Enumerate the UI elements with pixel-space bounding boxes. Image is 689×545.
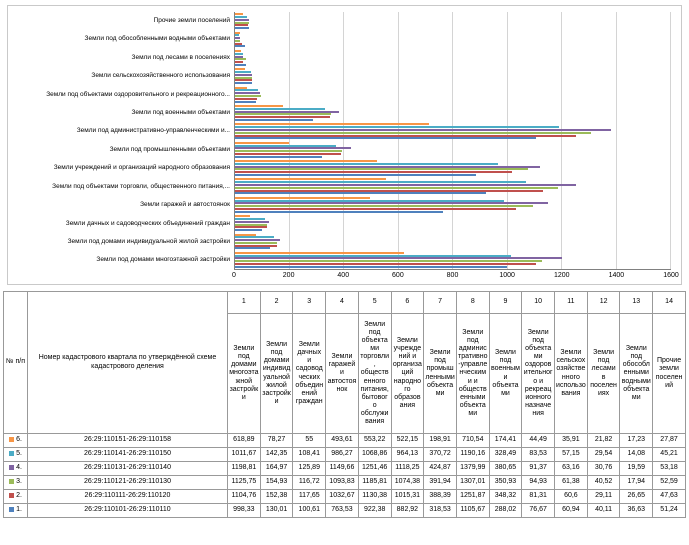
x-tick-label: 600 bbox=[392, 272, 404, 279]
bar-series-2 bbox=[235, 135, 576, 137]
bar-series-4 bbox=[235, 221, 269, 223]
value-cell: 14,08 bbox=[620, 448, 653, 462]
row-number: 1. bbox=[16, 506, 22, 514]
bar-series-5 bbox=[235, 53, 243, 55]
bar-series-6 bbox=[235, 160, 377, 162]
value-cell: 35,91 bbox=[555, 434, 588, 448]
quarter-range-cell: 26:29:110141-26:29:110150 bbox=[28, 448, 228, 462]
bar-series-2 bbox=[235, 208, 516, 210]
value-cell: 60,94 bbox=[555, 504, 588, 518]
column-description-header: Земли под лесами в поселениях bbox=[587, 314, 620, 434]
value-cell: 53,18 bbox=[653, 462, 686, 476]
value-cell: 154,93 bbox=[260, 476, 293, 490]
column-number-header: 9 bbox=[489, 292, 522, 314]
bar-series-6 bbox=[235, 50, 241, 52]
bar-series-3 bbox=[235, 95, 261, 97]
bar-series-2 bbox=[235, 153, 341, 155]
value-cell: 1068,86 bbox=[358, 448, 391, 462]
bar-cluster bbox=[235, 159, 671, 177]
value-cell: 348,32 bbox=[489, 490, 522, 504]
quarter-range-cell: 26:29:110101-26:29:110110 bbox=[28, 504, 228, 518]
bar-series-3 bbox=[235, 150, 342, 152]
bar-series-4 bbox=[235, 147, 351, 149]
value-cell: 1105,67 bbox=[456, 504, 489, 518]
bar-series-1 bbox=[235, 192, 486, 194]
bar-series-4 bbox=[235, 239, 280, 241]
x-axis bbox=[232, 270, 679, 282]
value-cell: 986,27 bbox=[326, 448, 359, 462]
x-tick-label: 200 bbox=[282, 272, 295, 279]
category-label: Земли под административно-управленческими и... bbox=[76, 127, 230, 135]
value-cell: 318,53 bbox=[424, 504, 457, 518]
bar-series-6 bbox=[235, 123, 429, 125]
value-cell: 117,65 bbox=[293, 490, 326, 504]
value-cell: 380,65 bbox=[489, 462, 522, 476]
row-number: 5. bbox=[16, 450, 22, 458]
quarter-range-cell: 26:29:110121-26:29:110130 bbox=[28, 476, 228, 490]
row-number: 3. bbox=[16, 478, 22, 486]
column-description-header: Земли гаражей и автостоянок bbox=[326, 314, 359, 434]
row-number: 6. bbox=[16, 436, 22, 444]
x-tick-label: 1000 bbox=[499, 272, 515, 279]
bar-series-6 bbox=[235, 215, 250, 217]
value-cell: 1130,38 bbox=[358, 490, 391, 504]
x-tick-label: 1400 bbox=[608, 272, 625, 279]
bar-cluster bbox=[235, 141, 671, 159]
value-cell: 47,63 bbox=[653, 490, 686, 504]
bar-series-6 bbox=[235, 197, 370, 199]
bar-series-6 bbox=[235, 252, 404, 254]
bar-series-2 bbox=[235, 171, 512, 173]
bar-series-3 bbox=[235, 132, 591, 134]
bar-series-1 bbox=[235, 229, 262, 231]
bar-series-1 bbox=[235, 174, 476, 176]
row-label-cell bbox=[4, 490, 28, 504]
value-cell: 29,11 bbox=[587, 490, 620, 504]
x-tick-label: 800 bbox=[446, 272, 459, 279]
bar-series-5 bbox=[235, 126, 559, 128]
bar-series-2 bbox=[235, 43, 242, 45]
bar-series-4 bbox=[235, 257, 562, 259]
x-tick-label: 1200 bbox=[553, 272, 570, 279]
chart-main bbox=[10, 12, 671, 270]
value-cell: 763,53 bbox=[326, 504, 359, 518]
value-cell: 94,93 bbox=[522, 476, 555, 490]
value-cell: 391,94 bbox=[424, 476, 457, 490]
column-number-header: 6 bbox=[391, 292, 424, 314]
bar-cluster bbox=[235, 214, 671, 232]
value-cell: 922,38 bbox=[358, 504, 391, 518]
bar-series-2 bbox=[235, 263, 536, 265]
column-number-header: 8 bbox=[456, 292, 489, 314]
category-label: Земли под объектами торговли, общественного питания,... bbox=[52, 182, 230, 190]
column-description-header: Земли сельскохозяйственного использования bbox=[555, 314, 588, 434]
land-use-table bbox=[3, 291, 686, 518]
bar-series-2 bbox=[235, 226, 267, 228]
value-cell: 964,13 bbox=[391, 448, 424, 462]
bar-series-3 bbox=[235, 58, 246, 60]
bar-series-4 bbox=[235, 37, 240, 39]
value-cell: 998,33 bbox=[228, 504, 261, 518]
column-number-header: 3 bbox=[293, 292, 326, 314]
bar-series-4 bbox=[235, 111, 339, 113]
row-number: 2. bbox=[16, 492, 22, 500]
bar-series-1 bbox=[235, 27, 249, 29]
value-cell: 1251,46 bbox=[358, 462, 391, 476]
table-header bbox=[4, 292, 686, 434]
column-description-header: Земли под административно-управленческими и общественными объектами bbox=[456, 314, 489, 434]
land-use-bar-chart bbox=[7, 5, 682, 285]
value-cell: 78,27 bbox=[260, 434, 293, 448]
row-label-cell bbox=[4, 462, 28, 476]
bar-series-5 bbox=[235, 200, 504, 202]
row-label-cell bbox=[4, 448, 28, 462]
value-cell: 60,6 bbox=[555, 490, 588, 504]
value-cell: 1198,81 bbox=[228, 462, 261, 476]
value-cell: 125,89 bbox=[293, 462, 326, 476]
bar-series-4 bbox=[235, 56, 243, 58]
value-cell: 1118,25 bbox=[391, 462, 424, 476]
bar-series-6 bbox=[235, 13, 243, 15]
value-cell: 55 bbox=[293, 434, 326, 448]
bar-cluster bbox=[235, 49, 671, 67]
bar-series-5 bbox=[235, 89, 258, 91]
bar-series-5 bbox=[235, 34, 239, 36]
value-cell: 100,61 bbox=[293, 504, 326, 518]
value-cell: 108,41 bbox=[293, 448, 326, 462]
bar-series-3 bbox=[235, 40, 240, 42]
bar-series-5 bbox=[235, 145, 336, 147]
bar-series-3 bbox=[235, 205, 533, 207]
column-description-header: Земли под домами индивидуальной жилой застройки bbox=[260, 314, 293, 434]
category-label: Земли под промышленными объектами bbox=[109, 145, 230, 153]
value-cell: 1104,76 bbox=[228, 490, 261, 504]
series-legend-marker bbox=[9, 465, 14, 470]
row-label-cell bbox=[4, 504, 28, 518]
table-body bbox=[4, 434, 686, 518]
quarter-range-cell: 26:29:110131-26:29:110140 bbox=[28, 462, 228, 476]
value-cell: 83,53 bbox=[522, 448, 555, 462]
bar-series-4 bbox=[235, 129, 611, 131]
bar-cluster bbox=[235, 196, 671, 214]
x-tick-label: 0 bbox=[232, 272, 236, 279]
category-label: Земли под лесами в поселениях bbox=[131, 53, 230, 61]
bar-series-2 bbox=[235, 245, 277, 247]
bar-series-5 bbox=[235, 16, 247, 18]
value-cell: 1251,87 bbox=[456, 490, 489, 504]
bar-series-4 bbox=[235, 202, 548, 204]
value-cell: 36,63 bbox=[620, 504, 653, 518]
value-cell: 17,94 bbox=[620, 476, 653, 490]
bar-series-3 bbox=[235, 77, 252, 79]
value-cell: 1379,99 bbox=[456, 462, 489, 476]
value-cell: 553,22 bbox=[358, 434, 391, 448]
value-cell: 522,15 bbox=[391, 434, 424, 448]
bar-series-3 bbox=[235, 224, 267, 226]
bar-series-6 bbox=[235, 142, 289, 144]
value-cell: 1011,67 bbox=[228, 448, 261, 462]
value-cell: 424,87 bbox=[424, 462, 457, 476]
value-cell: 1190,16 bbox=[456, 448, 489, 462]
value-cell: 76,67 bbox=[522, 504, 555, 518]
bar-series-1 bbox=[235, 45, 245, 47]
table-row bbox=[4, 504, 686, 518]
value-cell: 21,82 bbox=[587, 434, 620, 448]
value-cell: 882,92 bbox=[391, 504, 424, 518]
category-label: Прочие земли поселений bbox=[153, 16, 230, 24]
category-label: Земли под военными объектами bbox=[131, 109, 230, 117]
category-label: Земли дачных и садоводческих объединений граждан bbox=[65, 219, 230, 227]
bar-series-2 bbox=[235, 79, 252, 81]
quarter-range-cell: 26:29:110151-26:29:110158 bbox=[28, 434, 228, 448]
value-cell: 1149,66 bbox=[326, 462, 359, 476]
series-legend-marker bbox=[9, 479, 14, 484]
value-cell: 30,76 bbox=[587, 462, 620, 476]
series-legend-marker bbox=[9, 493, 14, 498]
column-description-header: Земли учреждений и организаций народного образования bbox=[391, 314, 424, 434]
bar-series-2 bbox=[235, 190, 543, 192]
value-cell: 1125,75 bbox=[228, 476, 261, 490]
bar-cluster bbox=[235, 30, 671, 48]
bar-cluster bbox=[235, 177, 671, 195]
bar-series-6 bbox=[235, 105, 283, 107]
bar-series-5 bbox=[235, 181, 526, 183]
bar-cluster bbox=[235, 12, 671, 30]
bar-cluster bbox=[235, 232, 671, 250]
value-cell: 81,31 bbox=[522, 490, 555, 504]
value-cell: 1074,38 bbox=[391, 476, 424, 490]
value-cell: 40,52 bbox=[587, 476, 620, 490]
value-cell: 29,54 bbox=[587, 448, 620, 462]
bar-series-5 bbox=[235, 255, 511, 257]
value-cell: 370,72 bbox=[424, 448, 457, 462]
bar-series-4 bbox=[235, 166, 540, 168]
column-description-header: Земли под домами многоэтажной застройки bbox=[228, 314, 261, 434]
value-cell: 328,49 bbox=[489, 448, 522, 462]
column-number-header: 12 bbox=[587, 292, 620, 314]
value-cell: 44,49 bbox=[522, 434, 555, 448]
series-legend-marker bbox=[9, 507, 14, 512]
category-label: Земли под домами многоэтажной застройки bbox=[96, 256, 230, 264]
bar-series-1 bbox=[235, 82, 252, 84]
bar-series-6 bbox=[235, 234, 256, 236]
value-cell: 51,24 bbox=[653, 504, 686, 518]
bar-cluster bbox=[235, 85, 671, 103]
bar-series-3 bbox=[235, 22, 249, 24]
row-number: 4. bbox=[16, 464, 22, 472]
row-label-cell bbox=[4, 434, 28, 448]
x-tick-label: 1600 bbox=[663, 272, 679, 279]
bar-series-1 bbox=[235, 101, 256, 103]
table-row bbox=[4, 434, 686, 448]
bar-series-4 bbox=[235, 74, 252, 76]
bar-series-6 bbox=[235, 32, 240, 34]
bar-series-1 bbox=[235, 266, 507, 268]
value-cell: 1093,83 bbox=[326, 476, 359, 490]
column-description-header: Земли под обособленными водными объектами bbox=[620, 314, 653, 434]
value-cell: 116,72 bbox=[293, 476, 326, 490]
bar-series-1 bbox=[235, 156, 322, 158]
value-cell: 57,15 bbox=[555, 448, 588, 462]
bar-series-5 bbox=[235, 218, 265, 220]
bar-series-1 bbox=[235, 247, 270, 249]
value-cell: 618,89 bbox=[228, 434, 261, 448]
column-number-header: 1 bbox=[228, 292, 261, 314]
column-number-header: 5 bbox=[358, 292, 391, 314]
category-label: Земли сельскохозяйственного использования bbox=[91, 72, 230, 80]
value-cell: 388,39 bbox=[424, 490, 457, 504]
category-label: Земли гаражей и автостоянок bbox=[140, 201, 230, 209]
value-cell: 19,59 bbox=[620, 462, 653, 476]
bar-series-1 bbox=[235, 119, 313, 121]
value-cell: 63,16 bbox=[555, 462, 588, 476]
category-label: Земли под объектами оздоровительного и рекреационного... bbox=[46, 90, 230, 98]
bar-series-4 bbox=[235, 184, 576, 186]
bar-series-3 bbox=[235, 242, 277, 244]
bar-series-2 bbox=[235, 116, 330, 118]
bar-series-4 bbox=[235, 92, 260, 94]
value-cell: 350,93 bbox=[489, 476, 522, 490]
bar-cluster bbox=[235, 251, 671, 269]
column-number-header: 13 bbox=[620, 292, 653, 314]
category-label: Земли под домами индивидуальной жилой застройки bbox=[67, 238, 230, 246]
value-cell: 61,38 bbox=[555, 476, 588, 490]
value-cell: 130,01 bbox=[260, 504, 293, 518]
value-cell: 52,59 bbox=[653, 476, 686, 490]
column-number-header: 14 bbox=[653, 292, 686, 314]
value-cell: 164,97 bbox=[260, 462, 293, 476]
value-cell: 17,23 bbox=[620, 434, 653, 448]
value-cell: 1185,81 bbox=[358, 476, 391, 490]
table-row bbox=[4, 476, 686, 490]
x-tick-label: 400 bbox=[337, 272, 350, 279]
value-cell: 1307,01 bbox=[456, 476, 489, 490]
bar-cluster bbox=[235, 104, 671, 122]
value-cell: 40,11 bbox=[587, 504, 620, 518]
table-row bbox=[4, 462, 686, 476]
category-label: Земли под обособленными водными объектами bbox=[84, 35, 230, 43]
column-number-header: 10 bbox=[522, 292, 555, 314]
bar-series-1 bbox=[235, 64, 246, 66]
bar-series-3 bbox=[235, 187, 558, 189]
bar-series-5 bbox=[235, 71, 251, 73]
table-row bbox=[4, 490, 686, 504]
bar-series-3 bbox=[235, 168, 528, 170]
category-label: Земли учреждений и организаций народного образования bbox=[53, 164, 230, 172]
row-label-cell bbox=[4, 476, 28, 490]
bar-series-2 bbox=[235, 98, 257, 100]
series-legend-marker bbox=[9, 451, 14, 456]
bar-series-2 bbox=[235, 61, 243, 63]
column-description-header: Земли под объектами оздоровительного и рекреационного назначения bbox=[522, 314, 555, 434]
quarter-range-cell: 26:29:110111-26:29:110120 bbox=[28, 490, 228, 504]
value-cell: 142,35 bbox=[260, 448, 293, 462]
value-cell: 710,54 bbox=[456, 434, 489, 448]
column-description-header: Земли под промышленными объектами bbox=[424, 314, 457, 434]
series-legend-marker bbox=[9, 437, 14, 442]
table-row bbox=[4, 448, 686, 462]
column-number-header: 4 bbox=[326, 292, 359, 314]
value-cell: 152,38 bbox=[260, 490, 293, 504]
value-cell: 288,02 bbox=[489, 504, 522, 518]
value-cell: 1032,67 bbox=[326, 490, 359, 504]
column-number-header: 2 bbox=[260, 292, 293, 314]
bar-series-5 bbox=[235, 108, 325, 110]
bar-series-5 bbox=[235, 236, 274, 238]
bar-series-1 bbox=[235, 211, 443, 213]
bar-series-6 bbox=[235, 87, 247, 89]
bar-series-1 bbox=[235, 137, 536, 139]
value-cell: 91,37 bbox=[522, 462, 555, 476]
value-cell: 1015,31 bbox=[391, 490, 424, 504]
column-description-header: Земли под военными объектами bbox=[489, 314, 522, 434]
plot-area bbox=[234, 12, 671, 270]
bar-series-4 bbox=[235, 19, 249, 21]
bar-series-6 bbox=[235, 68, 245, 70]
bar-cluster bbox=[235, 122, 671, 140]
bar-series-6 bbox=[235, 178, 386, 180]
bar-series-5 bbox=[235, 163, 498, 165]
category-axis bbox=[10, 12, 234, 270]
value-cell: 174,41 bbox=[489, 434, 522, 448]
value-cell: 198,91 bbox=[424, 434, 457, 448]
value-cell: 27,87 bbox=[653, 434, 686, 448]
bar-series-3 bbox=[235, 113, 331, 115]
column-description-header: Земли под объектами торговли , общественного питания, бытового обслуживания bbox=[358, 314, 391, 434]
bar-series-2 bbox=[235, 24, 248, 26]
column-number-header: 11 bbox=[555, 292, 588, 314]
column-description-header: Земли дачных и садоводческих объединений граждан bbox=[293, 314, 326, 434]
value-cell: 493,61 bbox=[326, 434, 359, 448]
column-description-header: Прочие земли поселений bbox=[653, 314, 686, 434]
column-number-header: 7 bbox=[424, 292, 457, 314]
value-cell: 26,65 bbox=[620, 490, 653, 504]
value-cell: 45,21 bbox=[653, 448, 686, 462]
col-header-quarter: Номер кадастрового квартала по утверждённой схеме кадастрового деления bbox=[28, 292, 228, 434]
bar-series-3 bbox=[235, 260, 542, 262]
col-header-num: № п/п bbox=[4, 292, 28, 434]
bar-cluster bbox=[235, 67, 671, 85]
